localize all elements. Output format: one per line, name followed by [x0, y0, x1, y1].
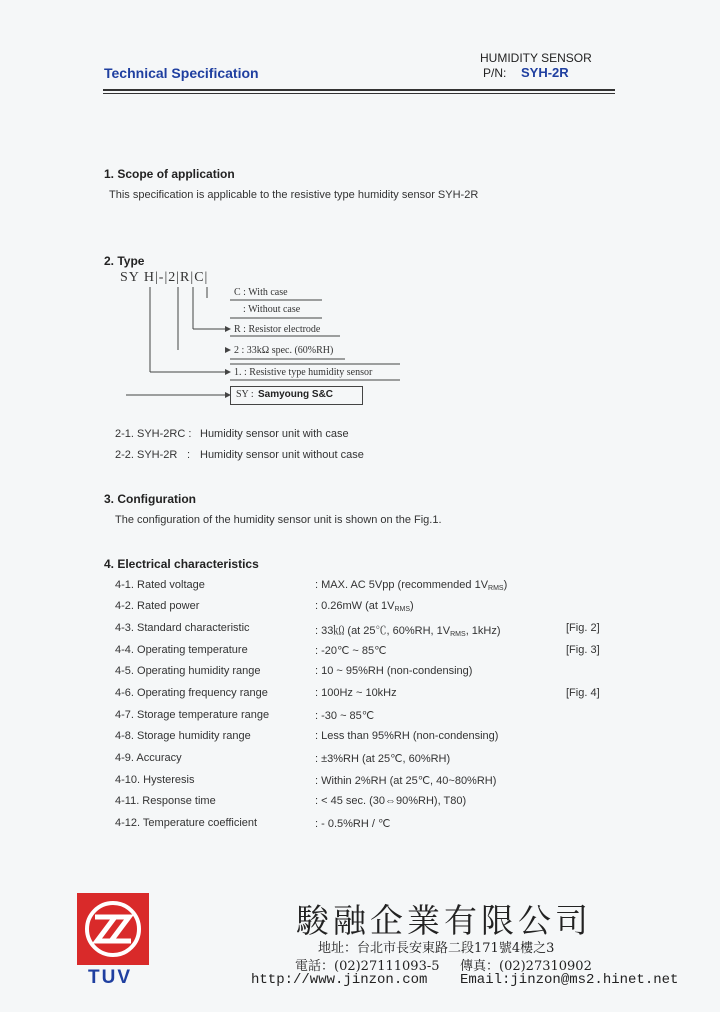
- char-row-label: 4-4. Operating temperature: [115, 644, 248, 656]
- char-row-label: 4-7. Storage temperature range: [115, 709, 270, 721]
- type-item-1-id: 2-1. SYH-2RC :: [115, 428, 192, 440]
- company-phone: 電話：(02)27111093-5: [295, 959, 440, 974]
- char-row-value: : < 45 sec. (30⇔90%RH), T80): [315, 795, 467, 807]
- type-label-without-case: : Without case: [243, 304, 301, 315]
- type-label-spec: 2 : 33kΩ spec. (60%RH): [234, 345, 334, 356]
- type-label-manufacturer-box: [230, 386, 363, 405]
- char-row-value: : 33㏀ (at 25℃, 60%RH, $1V_{RMS}$, 1kHz): [315, 625, 501, 638]
- char-row-value: : ±3%RH (at 25℃, 60%RH): [315, 753, 451, 765]
- section-4-heading: 4. Electrical characteristics: [104, 557, 259, 571]
- type-label-with-case: C : With case: [234, 287, 288, 298]
- char-row-label: 4-10. Hysteresis: [115, 774, 195, 786]
- company-fax: 傳真：(02)27310902: [460, 959, 592, 974]
- section-3-text: The configuration of the humidity sensor unit is shown on the Fig.1.: [115, 514, 442, 526]
- char-row-value: : MAX. AC 5Vpp (recommended $1V_{RMS}$): [315, 579, 508, 592]
- company-website[interactable]: http://www.jinzon.com: [251, 972, 428, 988]
- type-item-2-colon: :: [187, 449, 191, 461]
- char-row-label: 4-3. Standard characteristic: [115, 622, 250, 634]
- manufacturer-name: Samyoung S&C: [258, 389, 334, 400]
- section-1-heading: 1. Scope of application: [104, 167, 235, 181]
- type-label-resistive: 1. : Resistive type humidity sensor: [234, 367, 373, 378]
- type-item-2-id: 2-2. SYH-2R: [115, 449, 178, 461]
- char-row-value: : Less than 95%RH (non-condensing): [315, 730, 499, 742]
- type-item-2-desc: Humidity sensor unit without case: [200, 449, 364, 461]
- char-row-value: : 10 ~ 95%RH (non-condensing): [315, 665, 473, 677]
- char-row-label: 4-9. Accuracy: [115, 752, 182, 764]
- char-row-label: 4-12. Temperature coefficient: [115, 817, 258, 829]
- section-1-text: This specification is applicable to the resistive type humidity sensor SYH-2R: [109, 189, 479, 201]
- char-row-value: : -20℃ ~ 85℃: [315, 645, 387, 657]
- section-2-heading: 2. Type: [104, 254, 145, 268]
- company-name: 駿融企業有限公司: [296, 901, 592, 940]
- char-row-value: : -30 ~ 85℃: [315, 710, 375, 722]
- char-row-label: 4-2. Rated power: [115, 600, 200, 612]
- company-email[interactable]: Email:jinzon@ms2.hinet.net: [460, 972, 679, 988]
- char-row-value: : 100Hz ~ 10kHz: [315, 687, 397, 699]
- char-row-value: : Within 2%RH (at 25℃, 40~80%RH): [315, 775, 497, 787]
- company-logo: [77, 893, 149, 965]
- section-3-heading: 3. Configuration: [104, 492, 196, 506]
- manufacturer-prefix: SY :: [236, 389, 254, 400]
- char-row-figure-ref: [Fig. 4]: [566, 687, 600, 699]
- char-row-label: 4-1. Rated voltage: [115, 579, 205, 591]
- part-number-value: SYH-2R: [521, 65, 569, 80]
- type-item-1-desc: Humidity sensor unit with case: [200, 428, 349, 440]
- product-name: HUMIDITY SENSOR: [480, 51, 592, 65]
- char-row-label: 4-8. Storage humidity range: [115, 730, 251, 742]
- char-row-label: 4-6. Operating frequency range: [115, 687, 268, 699]
- char-row-label: 4-5. Operating humidity range: [115, 665, 261, 677]
- char-row-figure-ref: [Fig. 3]: [566, 644, 600, 656]
- char-row-value: : - 0.5%RH / ℃: [315, 818, 391, 830]
- type-code: SY H|-|2|R|C|: [120, 270, 209, 285]
- char-row-value: : 0.26mW (at $1V_{RMS}$): [315, 600, 414, 613]
- company-address: 地址：台北市長安東路二段171號4樓之3: [318, 941, 555, 956]
- char-row-label: 4-11. Response time: [115, 795, 216, 807]
- document-title: Technical Specification: [104, 65, 259, 81]
- part-number-label: P/N:: [483, 66, 507, 80]
- char-row-figure-ref: [Fig. 2]: [566, 622, 600, 634]
- logo-emblem-icon: [77, 893, 149, 965]
- tuv-mark: TUV: [88, 967, 132, 988]
- type-label-resistor: R : Resistor electrode: [234, 324, 321, 335]
